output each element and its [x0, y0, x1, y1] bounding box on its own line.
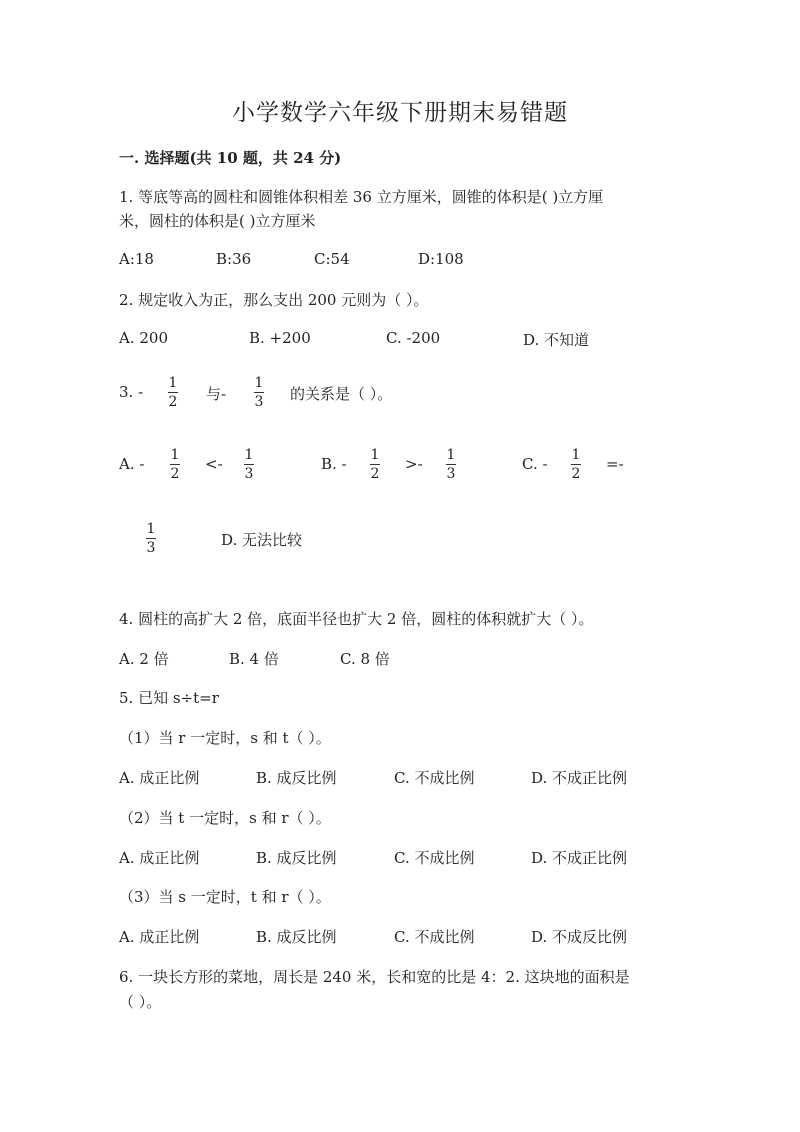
question-3-option-c[interactable]: C. -: [522, 455, 548, 473]
fraction-numerator: 1: [170, 447, 180, 463]
fraction-numerator: 1: [254, 375, 264, 391]
question-3-option-d[interactable]: D. 无法比较: [221, 531, 303, 549]
question-3-fraction-2: [254, 375, 264, 410]
fraction-denominator: 2: [571, 466, 581, 482]
fraction-denominator: 3: [446, 466, 456, 482]
question-5-sub-3-option-b[interactable]: B. 成反比例: [256, 928, 337, 946]
question-5-sub-2: （2）当 t 一定时，s 和 r（ ）。: [119, 809, 331, 827]
question-2-option-a[interactable]: A. 200: [119, 329, 168, 347]
question-6-line-2: （ ）。: [119, 993, 162, 1011]
question-5-sub-3-option-d[interactable]: D. 不成反比例: [531, 928, 628, 946]
question-1-option-c[interactable]: C:54: [314, 250, 350, 268]
page-title: 小学数学六年级下册期末易错题: [232, 100, 568, 126]
question-3-option-b-fraction-2: [446, 447, 456, 482]
fraction-numerator: 1: [571, 447, 581, 463]
question-2-option-d[interactable]: D. 不知道: [523, 331, 590, 349]
fraction-denominator: 3: [244, 466, 254, 482]
question-5-sub-1-option-d[interactable]: D. 不成正比例: [531, 769, 628, 787]
question-3-option-c-fraction-1: [571, 447, 581, 482]
question-5-sub-2-option-b[interactable]: B. 成反比例: [256, 849, 337, 867]
fraction-denominator: 2: [370, 466, 380, 482]
question-5-sub-1: （1）当 r 一定时，s 和 t（ ）。: [119, 729, 331, 747]
question-3-option-b-fraction-1: [370, 447, 380, 482]
question-4-text: 4. 圆柱的高扩大 2 倍，底面半径也扩大 2 倍，圆柱的体积就扩大（ ）。: [119, 610, 594, 628]
fraction-denominator: 2: [170, 466, 180, 482]
question-5-sub-3-option-c[interactable]: C. 不成比例: [394, 928, 475, 946]
fraction-numerator: 1: [244, 447, 254, 463]
question-4-option-a[interactable]: A. 2 倍: [119, 650, 169, 668]
fraction-numerator: 1: [370, 447, 380, 463]
section-heading: 一. 选择题(共 10 题，共 24 分): [119, 149, 342, 167]
fraction-denominator: 2: [168, 394, 178, 410]
question-3-option-a-fraction-1: [170, 447, 180, 482]
question-3-prefix: 3. -: [119, 383, 144, 401]
question-3-suffix: 的关系是（ ）。: [290, 385, 393, 403]
question-3-option-c-fraction-2: [146, 521, 156, 556]
question-5-text: 5. 已知 s÷t=r: [119, 689, 219, 707]
fraction-numerator: 1: [446, 447, 456, 463]
question-3-option-a-fraction-2: [244, 447, 254, 482]
question-1-option-d[interactable]: D:108: [418, 250, 464, 268]
question-5-sub-1-option-a[interactable]: A. 成正比例: [119, 769, 200, 787]
question-5-sub-2-option-c[interactable]: C. 不成比例: [394, 849, 475, 867]
question-5-sub-2-option-d[interactable]: D. 不成正比例: [531, 849, 628, 867]
question-4-option-c[interactable]: C. 8 倍: [340, 650, 390, 668]
question-3-option-b-operator: >-: [405, 455, 423, 473]
fraction-numerator: 1: [146, 521, 156, 537]
question-5-sub-3: （3）当 s 一定时，t 和 r（ ）。: [119, 888, 331, 906]
question-5-sub-1-option-b[interactable]: B. 成反比例: [256, 769, 337, 787]
question-5-sub-1-option-c[interactable]: C. 不成比例: [394, 769, 475, 787]
question-1-option-a[interactable]: A:18: [119, 250, 154, 268]
fraction-denominator: 3: [254, 394, 264, 410]
fraction-denominator: 3: [146, 540, 156, 556]
question-1-option-b[interactable]: B:36: [216, 250, 252, 268]
question-3-option-c-operator: =-: [606, 455, 624, 473]
question-5-sub-3-option-a[interactable]: A. 成正比例: [119, 928, 200, 946]
question-4-option-b[interactable]: B. 4 倍: [229, 650, 279, 668]
question-3-fraction-1: [168, 375, 178, 410]
question-2-option-b[interactable]: B. +200: [249, 329, 311, 347]
question-3-option-a[interactable]: A. -: [119, 455, 145, 473]
question-2-option-c[interactable]: C. -200: [386, 329, 441, 347]
question-3-mid: 与-: [206, 385, 227, 403]
question-2-text: 2. 规定收入为正，那么支出 200 元则为（ ）。: [119, 291, 429, 309]
question-1-line-2: 米，圆柱的体积是( )立方厘米: [119, 212, 316, 230]
question-6-line-1: 6. 一块长方形的菜地，周长是 240 米，长和宽的比是 4：2. 这块地的面积是: [119, 968, 630, 986]
fraction-numerator: 1: [168, 375, 178, 391]
question-5-sub-2-option-a[interactable]: A. 成正比例: [119, 849, 200, 867]
question-1-line-1: 1. 等底等高的圆柱和圆锥体积相差 36 立方厘米，圆锥的体积是( )立方厘: [119, 188, 604, 206]
question-3-option-a-operator: <-: [205, 455, 223, 473]
question-3-option-b[interactable]: B. -: [321, 455, 347, 473]
